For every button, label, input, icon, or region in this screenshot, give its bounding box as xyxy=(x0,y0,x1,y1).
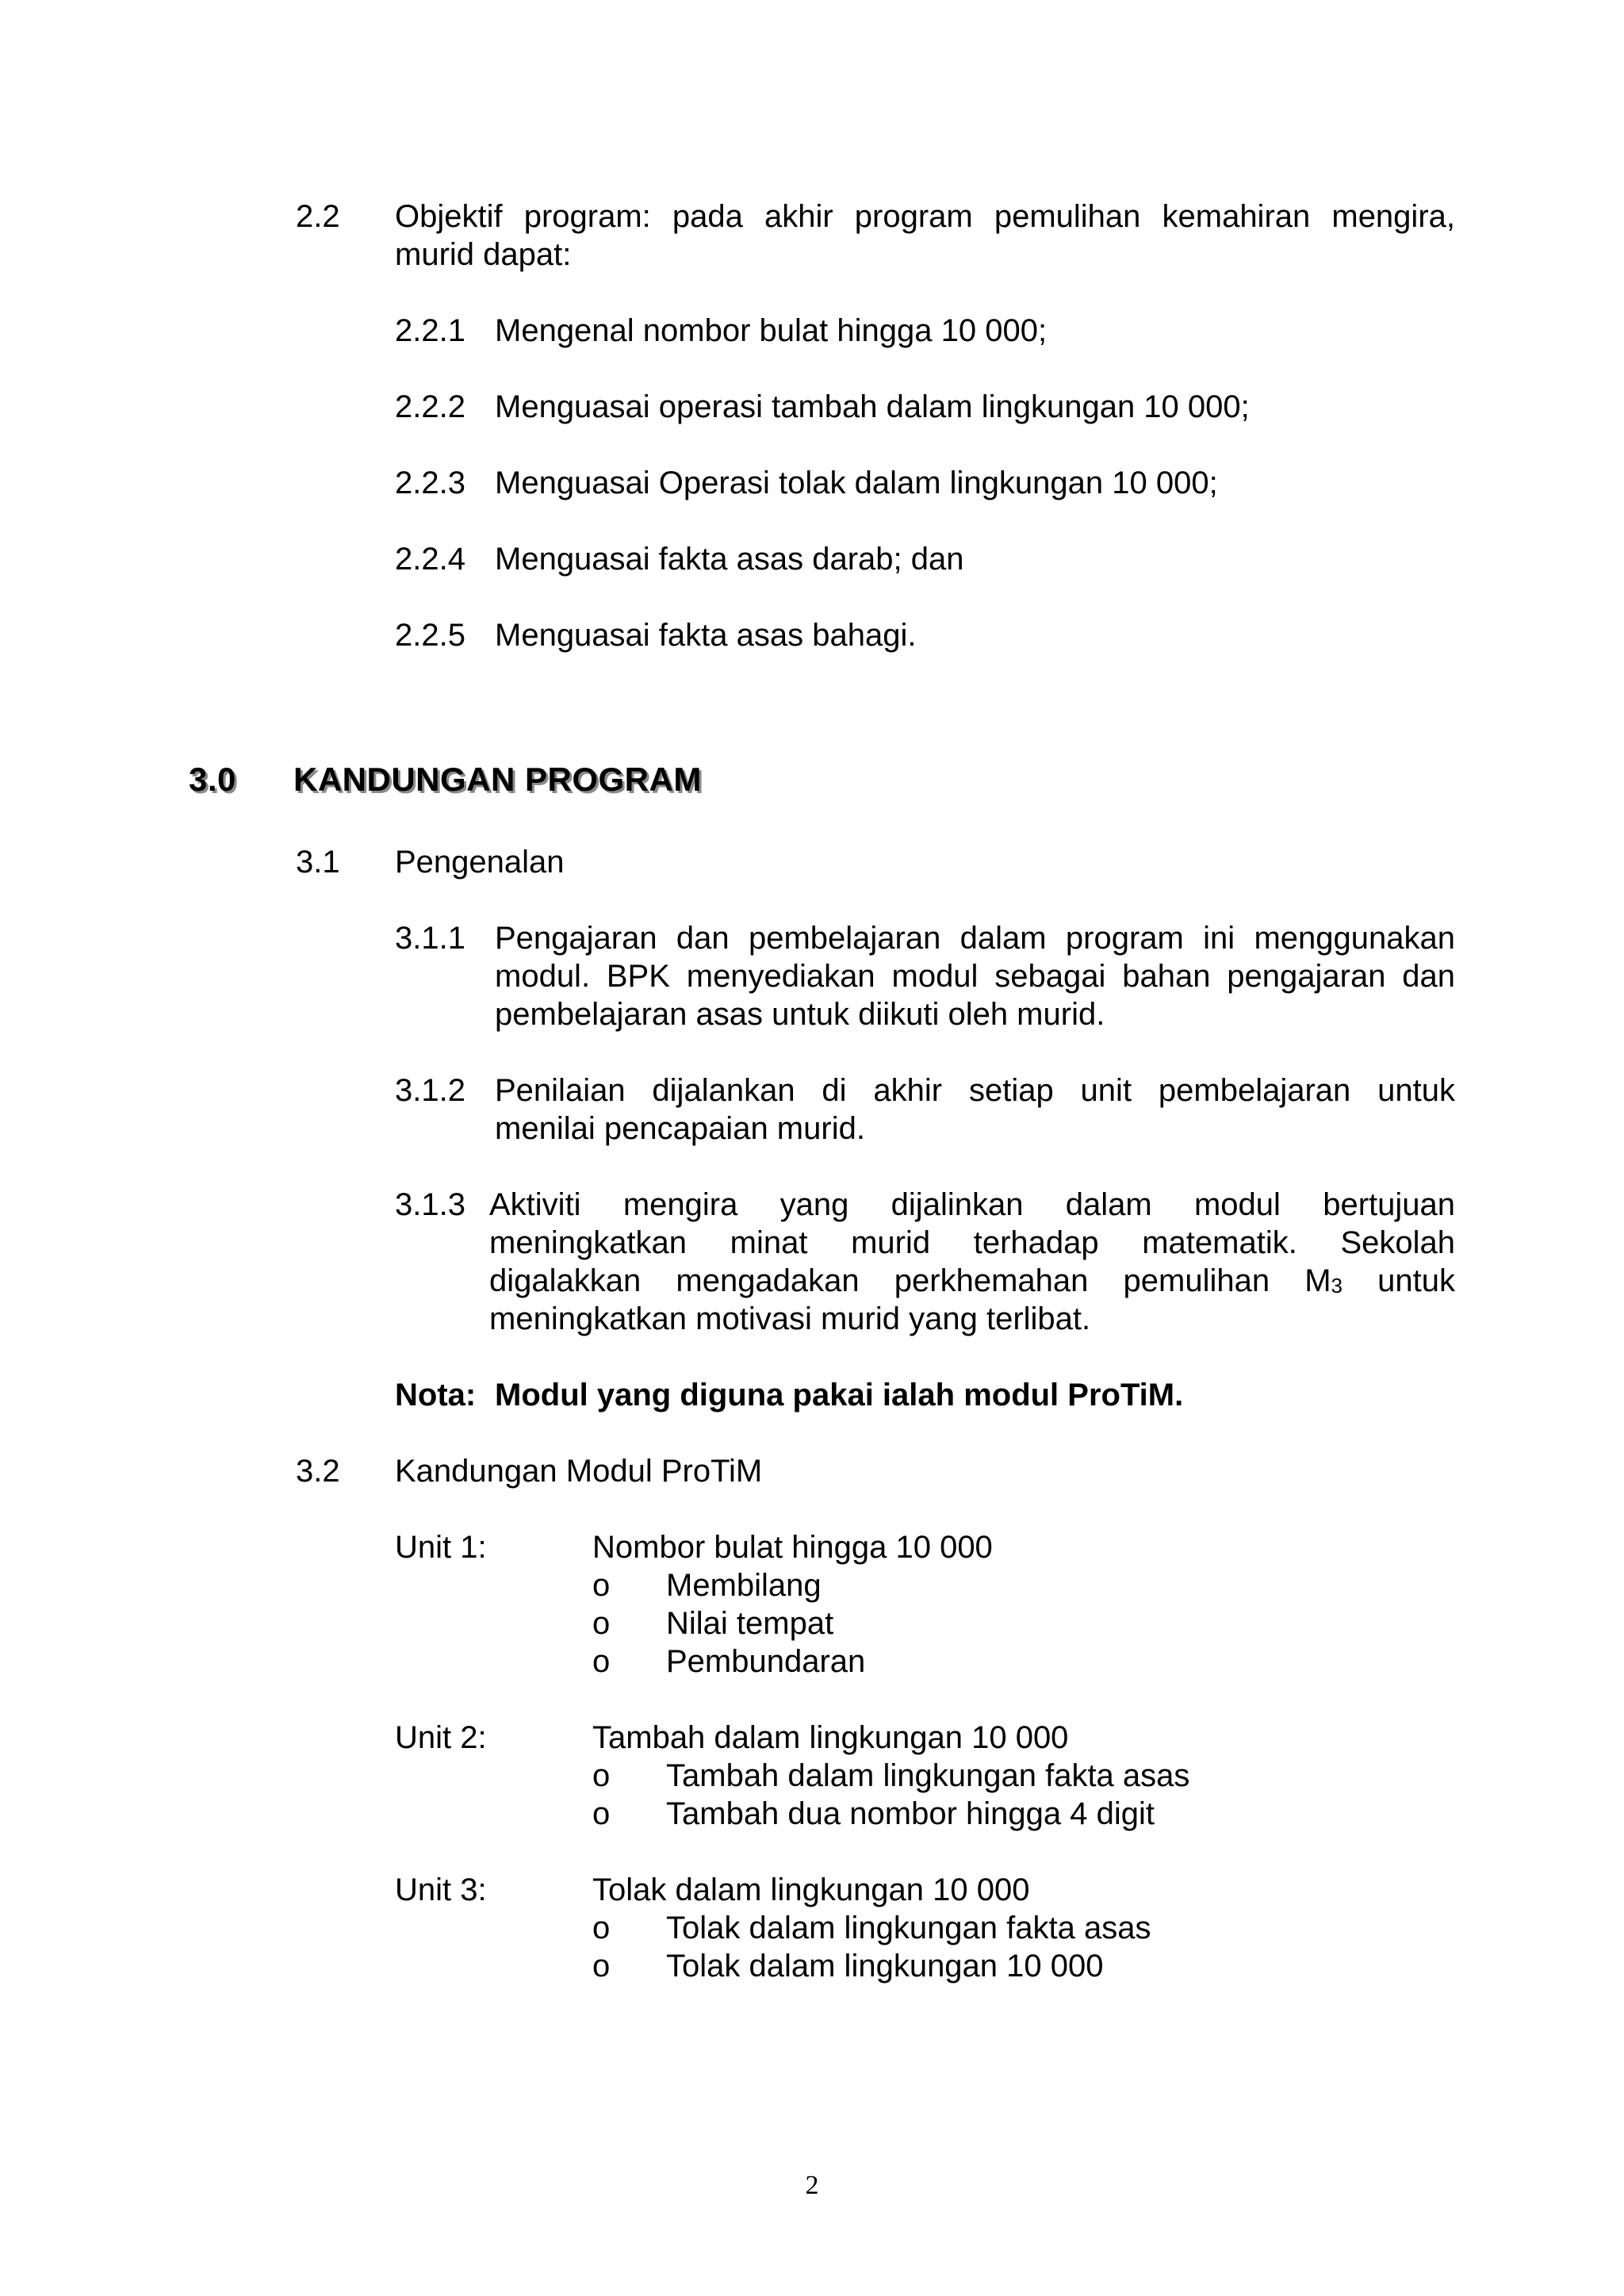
bullet-marker: o xyxy=(592,1606,611,1641)
item-number: 2.2.2 xyxy=(395,389,465,424)
item-number: 2.2.1 xyxy=(395,313,465,348)
section-number-3-0: 3.0 xyxy=(189,761,236,798)
paragraph-line: meningkatkan minat murid terhadap matematik. Sekolah xyxy=(489,1225,1455,1260)
objective-item: Menguasai fakta asas darab; dan xyxy=(495,542,964,577)
note-label: Nota: xyxy=(395,1378,477,1412)
bullet-marker: o xyxy=(592,1911,611,1945)
paragraph-line: Aktiviti mengira yang dijalinkan dalam modul bertujuan xyxy=(489,1187,1455,1222)
paragraph-line: modul. BPK menyediakan modul sebagai bahan pengajaran dan xyxy=(495,959,1455,994)
bullet-marker: o xyxy=(592,1644,611,1679)
item-number: 3.1.3 xyxy=(395,1187,465,1222)
paragraph-text: untuk xyxy=(1342,1263,1455,1298)
objective-item: Mengenal nombor bulat hingga 10 000; xyxy=(495,313,1048,348)
item-number: 2.2.5 xyxy=(395,618,465,653)
unit-title: Tambah dalam lingkungan 10 000 xyxy=(592,1720,1069,1755)
section-number-3-2: 3.2 xyxy=(296,1454,340,1489)
paragraph-line: meningkatkan motivasi murid yang terlibat. xyxy=(489,1301,1091,1336)
subsection-title: Pengenalan xyxy=(395,845,565,880)
objective-line-1: Objektif program: pada akhir program pemulihan kemahiran mengira, xyxy=(395,199,1455,234)
paragraph-text: digalakkan mengadakan perkhemahan pemulihan M xyxy=(489,1263,1331,1298)
bullet-marker: o xyxy=(592,1796,611,1831)
unit-item: Tambah dua nombor hingga 4 digit xyxy=(666,1796,1155,1831)
unit-item: Pembundaran xyxy=(666,1644,866,1679)
objective-item: Menguasai Operasi tolak dalam lingkungan 10 000; xyxy=(495,466,1218,500)
paragraph-line xyxy=(489,1262,1455,1305)
unit-label: Unit 1: xyxy=(395,1530,487,1565)
section-number-3-1: 3.1 xyxy=(296,845,340,880)
bullet-marker: o xyxy=(592,1949,611,1984)
section-number-2-2: 2.2 xyxy=(296,199,340,234)
unit-title: Tolak dalam lingkungan 10 000 xyxy=(592,1872,1030,1907)
page-number: 2 xyxy=(805,2171,819,2200)
item-number: 3.1.1 xyxy=(395,921,465,956)
unit-item: Membilang xyxy=(666,1568,822,1603)
objective-item: Menguasai operasi tambah dalam lingkungan 10 000; xyxy=(495,389,1250,424)
paragraph-line: Penilaian dijalankan di akhir setiap unit pembelajaran untuk xyxy=(495,1073,1455,1108)
paragraph-line: pembelajaran asas untuk diikuti oleh murid. xyxy=(495,997,1105,1032)
unit-label: Unit 3: xyxy=(395,1872,487,1907)
objective-item: Menguasai fakta asas bahagi. xyxy=(495,618,917,653)
item-number: 2.2.3 xyxy=(395,466,465,500)
subsection-title: Kandungan Modul ProTiM xyxy=(395,1454,763,1489)
paragraph-line: menilai pencapaian murid. xyxy=(495,1111,865,1146)
paragraph-line: Pengajaran dan pembelajaran dalam program ini menggunakan xyxy=(495,921,1455,956)
unit-item: Nilai tempat xyxy=(666,1606,834,1641)
note-text: Modul yang diguna pakai ialah modul ProTiM. xyxy=(495,1378,1184,1412)
unit-item: Tolak dalam lingkungan fakta asas xyxy=(666,1911,1151,1945)
bullet-marker: o xyxy=(592,1568,611,1603)
item-number: 3.1.2 xyxy=(395,1073,465,1108)
unit-label: Unit 2: xyxy=(395,1720,487,1755)
objective-line-2: murid dapat: xyxy=(395,237,572,272)
item-number: 2.2.4 xyxy=(395,542,465,577)
subscript: 3 xyxy=(1331,1274,1343,1297)
unit-title: Nombor bulat hingga 10 000 xyxy=(592,1530,993,1565)
section-heading: KANDUNGAN PROGRAM xyxy=(293,761,702,798)
bullet-marker: o xyxy=(592,1758,611,1793)
unit-item: Tolak dalam lingkungan 10 000 xyxy=(666,1949,1104,1984)
unit-item: Tambah dalam lingkungan fakta asas xyxy=(666,1758,1190,1793)
